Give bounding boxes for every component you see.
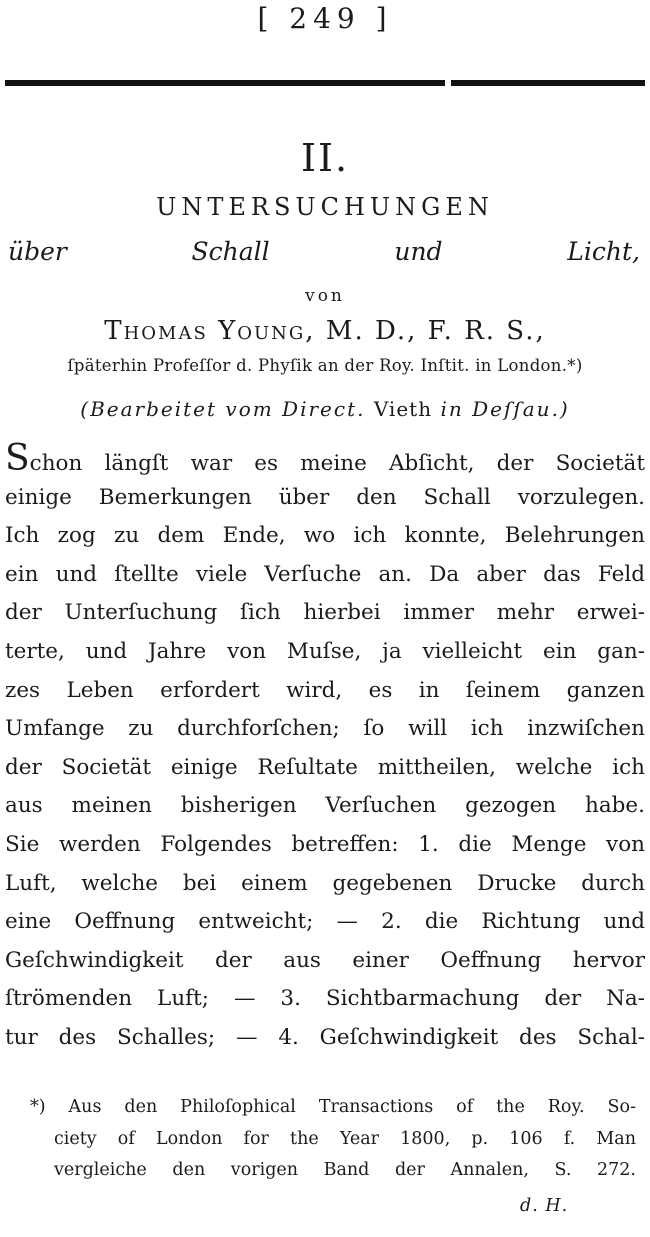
body-line: terte, und Jahre von Muſse, ja vielleicht ein gan- [5, 638, 645, 664]
footnote-line: *) Aus den Philoſophical Transactions of the Roy. So- [30, 1097, 636, 1117]
author-affiliation: ſpäterhin Profeſſor d. Phyſik an der Roy. Inſtit. in London.*) [67, 356, 583, 375]
section-numeral: II. [300, 136, 350, 180]
article-subtitle [8, 237, 640, 266]
footnote-signature: d. H. [520, 1196, 569, 1216]
footnote [30, 1092, 636, 1187]
editor-name: Vieth [373, 397, 433, 421]
editor-note-close: in Deſſau.) [432, 397, 570, 421]
editor-note-open: (Bearbeitet vom Direct. [80, 397, 374, 421]
body-line: Luft, welche bei einem gegebenen Drucke durch [5, 870, 645, 896]
header-rule-left [5, 80, 445, 86]
byline-von: von [305, 286, 345, 306]
body-line: eine Oeffnung entweicht; — 2. die Richtung und [5, 909, 645, 935]
body-line: Ich zog zu dem Ende, wo ich konnte, Belehrungen [5, 523, 645, 549]
body-line: einige Bemerkungen über den Schall vorzulegen. [5, 484, 645, 510]
subtitle-word: und [394, 237, 443, 266]
body-line: tur des Schalles; — 4. Geſchwindigkeit des Schal- [5, 1024, 645, 1050]
subtitle-word: über [8, 237, 67, 266]
subtitle-word: Schall [191, 237, 270, 266]
body-line: zes Leben erfordert wird, es in ſeinem ganzen [5, 677, 645, 703]
body-line: der Unterſuchung ſich hierbei immer mehr erwei- [5, 600, 645, 626]
page-number: [ 249 ] [257, 2, 393, 35]
body-line: Geſchwindigkeit der aus einer Oeffnung hervor [5, 947, 645, 973]
body-text [5, 440, 645, 1058]
footnote-line: vergleiche den vorigen Band der Annalen, S. 272. [54, 1160, 636, 1180]
body-line: Schon längſt war es meine Abſicht, der Societät [5, 438, 645, 479]
subtitle-word: Licht, [567, 237, 640, 266]
body-line: Sie werden Folgendes betreffen: 1. die Menge von [5, 831, 645, 857]
body-line: Umfange zu durchforſchen; ſo will ich inzwiſchen [5, 716, 645, 742]
body-line: aus meinen bisherigen Verſuchen gezogen habe. [5, 793, 645, 819]
editor-note [0, 397, 650, 421]
article-title: UNTERSUCHUNGEN [156, 193, 494, 221]
header-rule-right [451, 80, 645, 86]
author-name: Thomas Young, M. D., F. R. S., [104, 316, 546, 346]
body-line: ſtrömenden Luft; — 3. Sichtbarmachung der Na- [5, 986, 645, 1012]
header-rule [5, 80, 645, 86]
body-line: der Societät einige Reſultate mittheilen, welche ich [5, 754, 645, 780]
footnote-line: ciety of London for the Year 1800, p. 106 f. Man [54, 1128, 636, 1149]
body-line: ein und ſtellte viele Verſuche an. Da aber das Feld [5, 561, 645, 587]
